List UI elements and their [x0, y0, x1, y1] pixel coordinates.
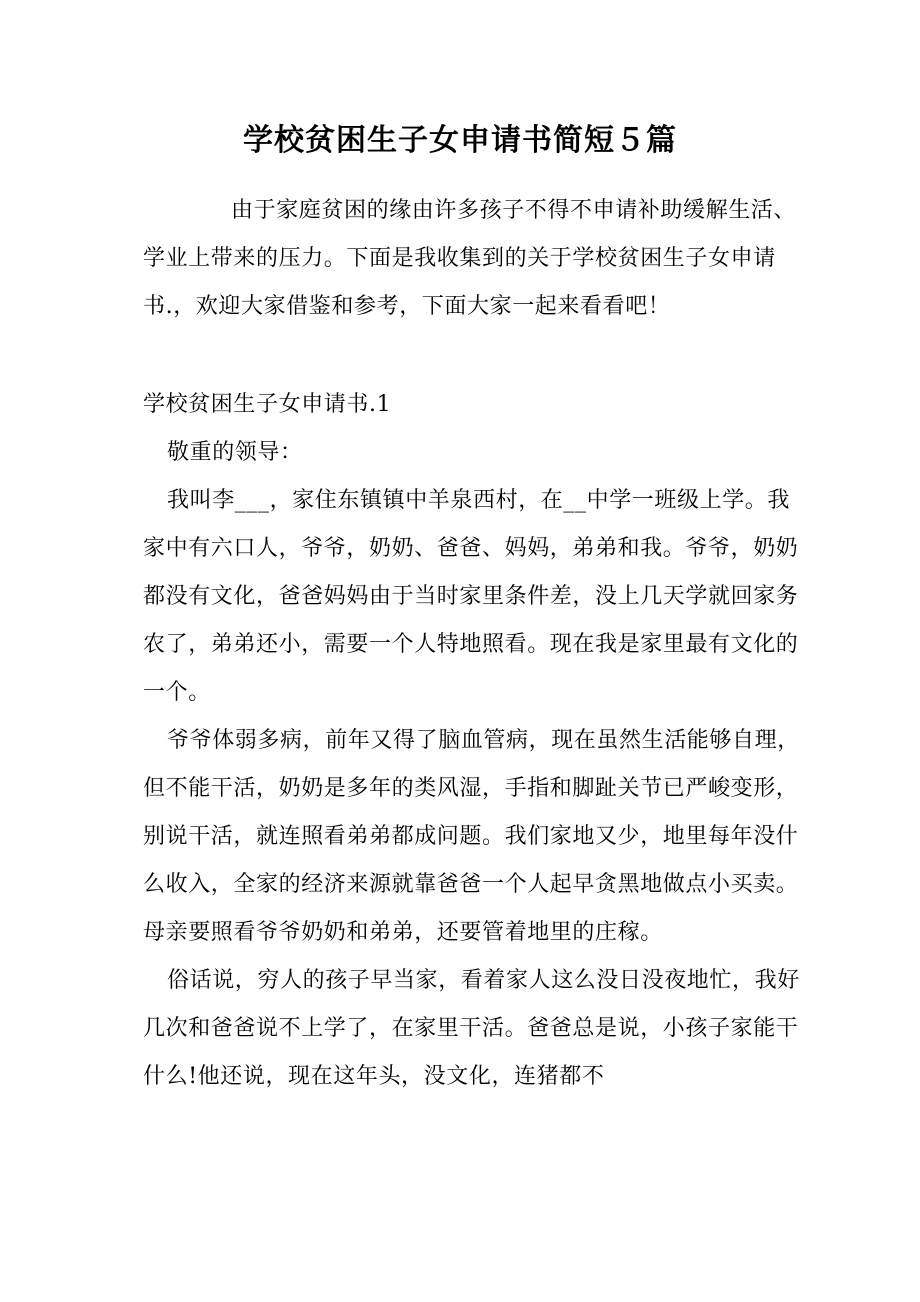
section-heading: 学校贫困生子女申请书.1 — [143, 392, 392, 417]
salutation: 敬重的领导： — [167, 440, 303, 465]
body-paragraph-3: 俗话说，穷人的孩子早当家，看着家人这么没日没夜地忙，我好几次和爸爸说不上学了，在家里干活。爸爸总是说，小孩子家能干什么!他还说，现在这年头，没文化，连猪都不 — [143, 968, 800, 1089]
body-paragraph-2: 爷爷体弱多病，前年又得了脑血管病，现在虽然生活能够自理，但不能干活，奶奶是多年的类风湿，手指和脚趾关节已严峻变形，别说干活，就连照看弟弟都成问题。我们家地又少，地里每年没什么收入，全家的经济来源就靠爸爸一个人起早贪黑地做点小买卖。母亲要照看爷爷奶奶和弟弟，还要管着地里的庄稼。 — [143, 728, 800, 945]
body-paragraph-1: 我叫李___，家住东镇镇中羊泉西村，在__中学一班级上学。我家中有六口人，爷爷，奶奶、爸爸、妈妈，弟弟和我。爷爷，奶奶都没有文化，爸爸妈妈由于当时家里条件差，没上几天学就回家务农了，弟弟还小，需要一个人特地照看。现在我是家里最有文化的一个。 — [143, 488, 799, 705]
document-body — [143, 187, 803, 1101]
intro-paragraph: 由于家庭贫困的缘由许多孩子不得不申请补助缓解生活、学业上带来的压力。下面是我收集到的关于学校贫困生子女申请书.，欢迎大家借鉴和参考，下面大家一起来看看吧！ — [143, 198, 797, 319]
document-title: 学校贫困生子女申请书简短５篇 — [243, 123, 677, 158]
section-spacer — [143, 331, 803, 381]
